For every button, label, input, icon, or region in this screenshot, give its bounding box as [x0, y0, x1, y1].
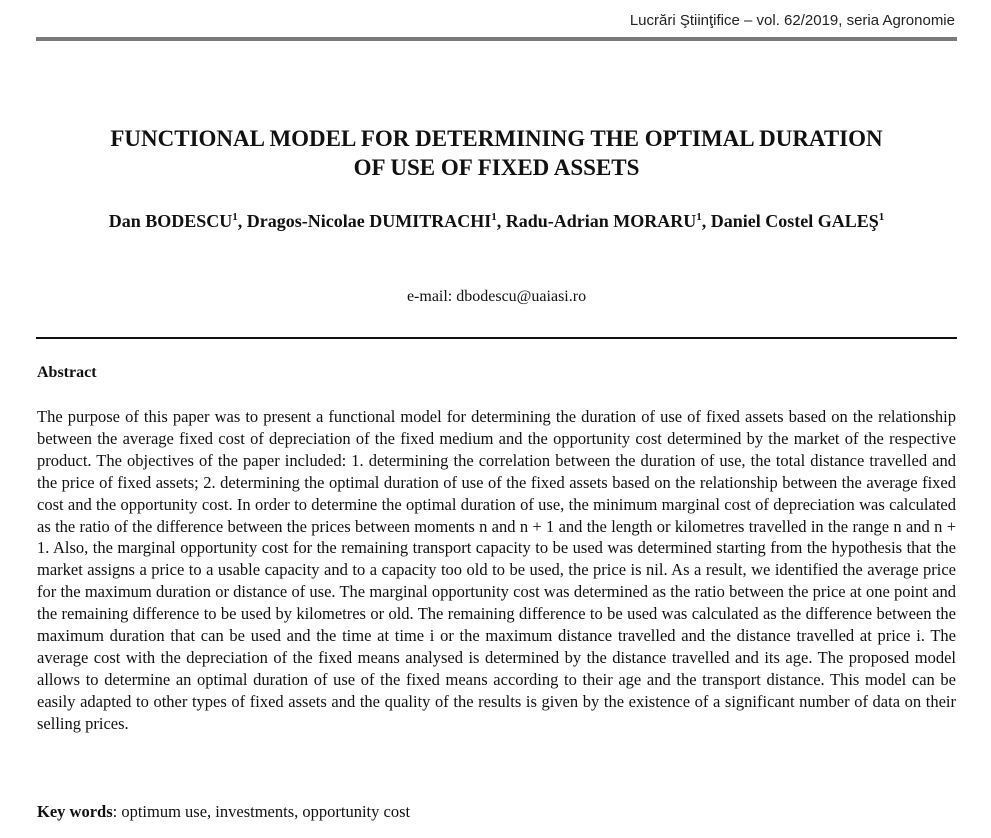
paper-title: [36, 124, 957, 182]
author-separator: ,: [237, 211, 247, 231]
title-line-2: OF USE OF FIXED ASSETS: [353, 155, 640, 180]
keywords-value: optimum use, investments, opportunity cost: [121, 802, 411, 821]
author-affiliation: 1: [696, 211, 702, 223]
keywords-line: [37, 802, 410, 822]
author-email: e-mail: dbodescu@uaiasi.ro: [406, 288, 587, 305]
title-line-1: FUNCTIONAL MODEL FOR DETERMINING THE OPTIMAL DURATION: [110, 126, 883, 151]
author-name: Dan BODESCU: [108, 211, 233, 231]
header-rule: [36, 37, 957, 41]
author-name: Radu-Adrian MORARU: [505, 211, 697, 231]
keywords-separator: :: [112, 802, 122, 821]
author-list: [36, 208, 957, 235]
abstract-heading: Abstract: [37, 364, 97, 381]
journal-header: Lucrări Ştiinţifice – vol. 62/2019, seria Agronomie: [629, 12, 955, 29]
author-name: Daniel Costel GALEŞ: [710, 211, 879, 231]
author-separator: ,: [496, 211, 506, 231]
author-affiliation: 1: [878, 211, 885, 223]
abstract-text: The purpose of this paper was to present a functional model for determining the duration of use of fixed assets based on the relationship between the average fixed cost of depreciation of the fixed medium and the opportunity cost determined by the market of the respective product. The objectives of the paper included: 1. determining the correlation between the duration of use, the total distance travelled and the price of fixed assets; 2. determining the optimal duration of use of the fixed assets based on the relationship between the average fixed cost and the opportunity cost. In order to determine the optimal duration of use, the minimum marginal cost of depreciation was calculated as the ratio of the difference between the prices between moments n and n + 1 and the length or kilometres travelled in the range n and n + 1. Also, the marginal opportunity cost for the remaining transport capacity to be used was determined starting from the hypothesis that the market assigns a price to a usable capacity and to a capacity too old to be used, the price is nil. As a result, we identified the average price for the maximum duration or distance of use. The marginal opportunity cost was determined as the ratio between the price at one point and the remaining difference to be used by kilometres or old. The remaining difference to be used was calculated as the difference between the maximum duration that can be used and the time at time i or the maximum distance travelled and the distance travelled at price i. The average cost with the depreciation of the fixed means analysed is determined by the distance travelled and its age. The proposed model allows to determine an optimal duration of use of the fixed means according to their age and the transport distance. This model can be easily adapted to other types of fixed assets and the quality of the results is given by the existence of a significant number of data on their selling prices.: [37, 407, 956, 733]
keywords-label: Key words: [37, 802, 113, 821]
author-affiliation: 1: [491, 211, 497, 223]
author-name: Dragos-Nicolae DUMITRACHI: [246, 211, 492, 231]
author-separator: ,: [701, 211, 711, 231]
author-affiliation: 1: [232, 211, 238, 223]
section-rule: [36, 337, 957, 339]
